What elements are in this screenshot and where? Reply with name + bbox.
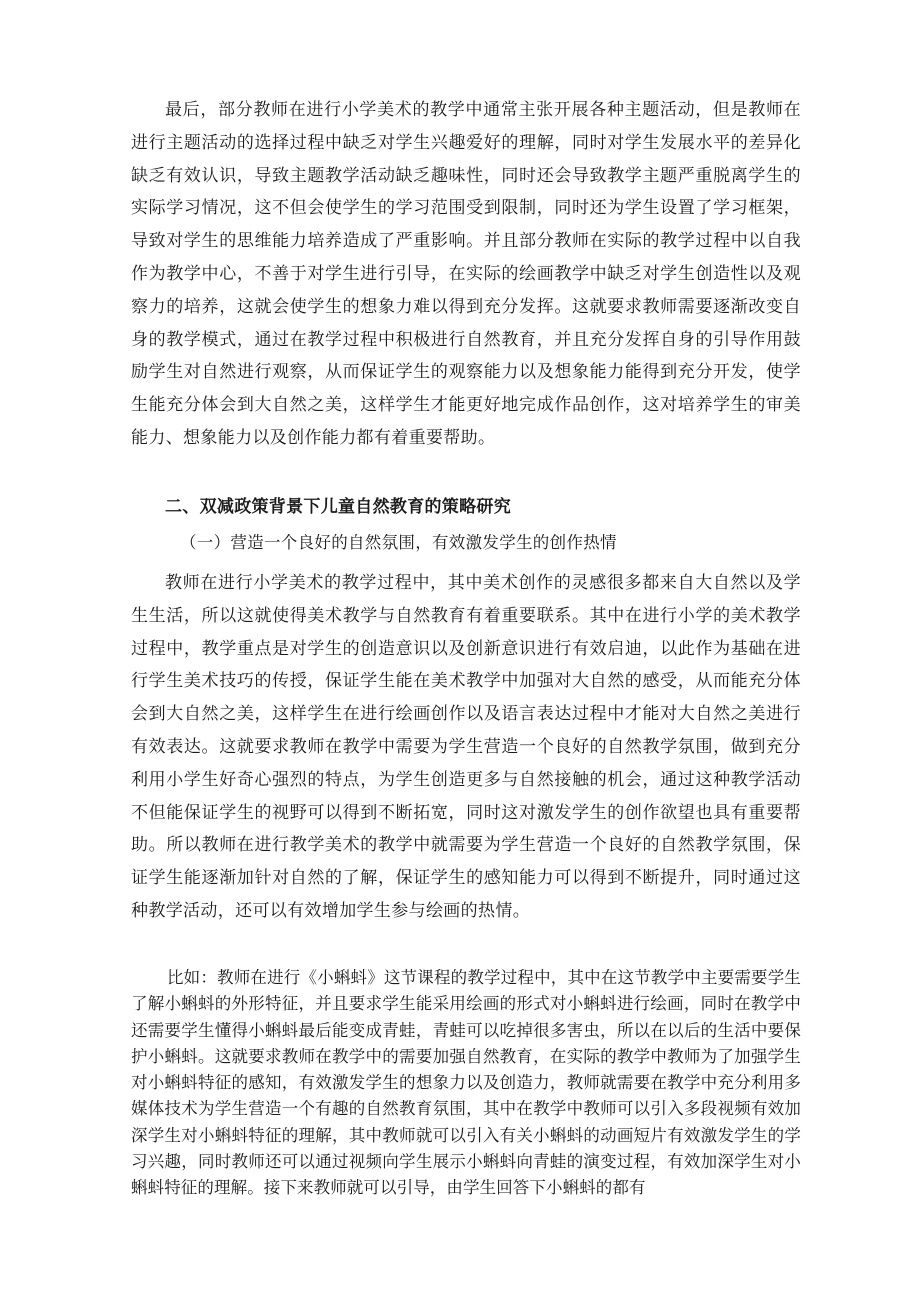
section-heading: 二、双减政策背景下儿童自然教育的策略研究 [165,497,511,517]
subsection-heading: （一）营造一个良好的自然氛围，有效激发学生的创作热情 [180,533,617,552]
body-paragraph-3: 比如：教师在进行《小蝌蚪》这节课程的教学过程中，其中在这节教学中主要需要学生了解小蝌蚪的外形特征，并且要求学生能采用绘画的形式对小蝌蚪进行绘画，同时在教学中还需要学生懂得小蝌蚪最后能变成青蛙，青蛙可以吃掉很多害虫，所以在以后的生活中要保护小蝌蚪。这就要求教师在教学中的需要加强自然教育，在实际的教学中教师为了加强学生对小蝌蚪特征的感知，有效激发学生的想象力以及创造力，教师就需要在教学中充分利用多媒体技术为学生营造一个有趣的自然教育氛围，其中在教学中教师可以引入多段视频有效加深学生对小蝌蚪特征的理解，其中教师就可以引入有关小蝌蚪的动画短片有效激发学生的学习兴趣，同时教师还可以通过视频向学生展示小蝌蚪向青蛙的演变过程，有效加深学生对小蝌蚪特征的理解。接下来教师就可以引导，由学生回答下小蝌蚪的都有 [131,968,801,1198]
body-paragraph-1: 最后，部分教师在进行小学美术的教学中通常主张开展各种主题活动，但是教师在进行主题活动的选择过程中缺乏对学生兴趣爱好的理解，同时对学生发展水平的差异化缺乏有效认识，导致主题教学活动缺乏趣味性，同时还会导致教学主题严重脱离学生的实际学习情况，这不但会使学生的学习范围受到限制，同时还为学生设置了学习框架，导致对学生的思维能力培养造成了严重影响。并且部分教师在实际的教学过程中以自我作为教学中心，不善于对学生进行引导，在实际的绘画教学中缺乏对学生创造性以及观察力的培养，这就会使学生的想象力难以得到充分发挥。这就要求教师需要逐渐改变自身的教学模式，通过在教学过程中积极进行自然教育，并且充分发挥自身的引导作用鼓励学生对自然进行观察，从而保证学生的观察能力以及想象能力能得到充分开发，使学生能充分体会到大自然之美，这样学生才能更好地完成作品创作，这对培养学生的审美能力、想象能力以及创作能力都有着重要帮助。 [131,100,801,448]
body-paragraph-2: 教师在进行小学美术的教学过程中，其中美术创作的灵感很多都来自大自然以及学生生活，所以这就使得美术教学与自然教育有着重要联系。其中在进行小学的美术教学过程中，教学重点是对学生的创造意识以及创新意识进行有效启迪，以此作为基础在进行学生美术技巧的传授，保证学生能在美术教学中加强对大自然的感受，从而能充分体会到大自然之美，这样学生在进行绘画创作以及语言表达过程中才能对大自然之美进行有效表达。这就要求教师在教学中需要为学生营造一个良好的自然教学氛围，做到充分利用小学生好奇心强烈的特点，为学生创造更多与自然接触的机会，通过这种教学活动不但能保证学生的视野可以得到不断拓宽，同时这对激发学生的创作欲望也具有重要帮助。所以教师在进行教学美术的教学中就需要为学生营造一个良好的自然教学氛围，保证学生能逐渐加针对自然的了解，保证学生的感知能力可以得到不断提升，同时通过这种教学活动，还可以有效增加学生参与绘画的热情。 [131,573,801,921]
